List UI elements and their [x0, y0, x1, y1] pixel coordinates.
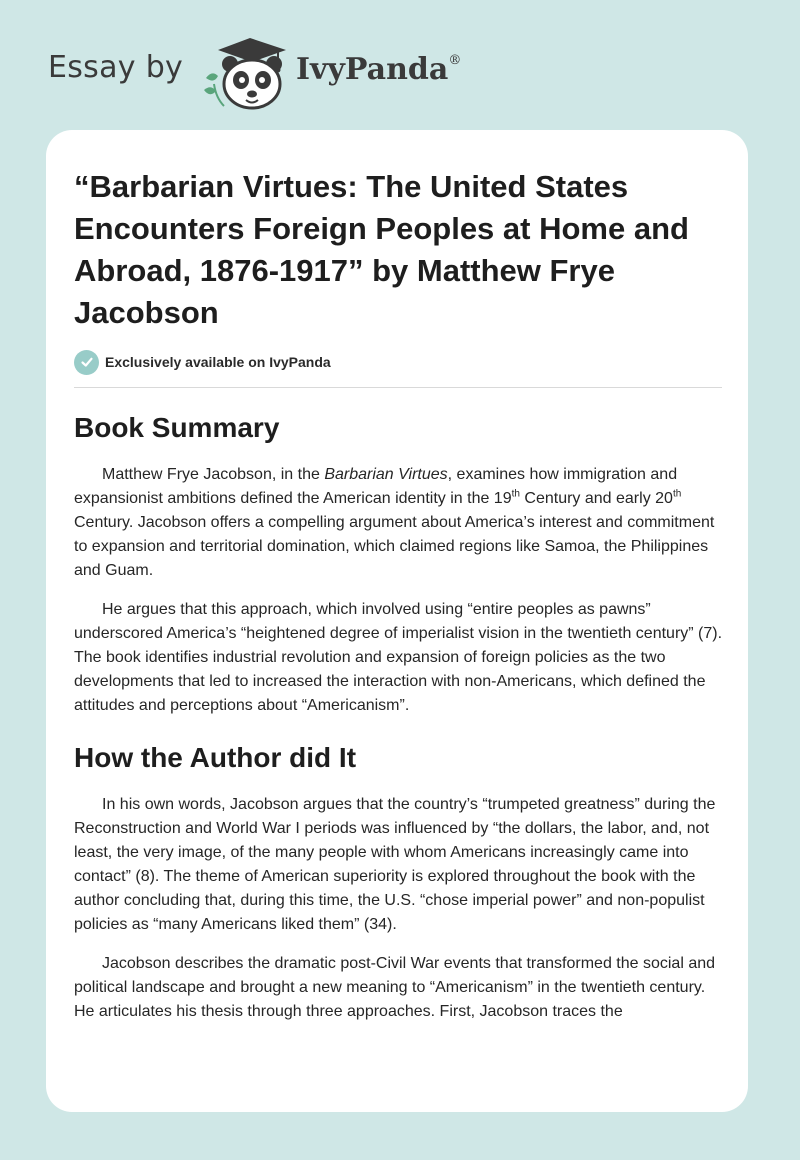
registered-mark: ® [448, 53, 462, 68]
section-heading-book-summary: Book Summary [74, 412, 280, 443]
article-body [74, 400, 724, 1039]
essay-by-label: Essay by [48, 50, 184, 85]
paragraph: In his own words, Jacobson argues that the country’s “trumpeted greatness” during the Reconstruction and World War I periods was influenced by “the dollars, the labor, and, not least, the very image, of the many people with whom Americans increasingly came into contact” (8). The theme of American superiority is explored throughout the book with the author concluding that, during this time, the U.S. “chose imperial power” and non-populist policies as “many Americans liked them” (34). [74, 796, 716, 933]
book-title-emphasis: Barbarian Virtues [324, 466, 448, 483]
paragraph: Jacobson describes the dramatic post-Civil War events that transformed the social and political landscape and brought a new meaning to “Americanism” in the twentieth century. He articulates his thesis through three approaches. First, Jacobson traces the [74, 955, 716, 1020]
exclusive-label: Exclusively available on IvyPanda [105, 354, 331, 370]
section-heading-how-author-did-it: How the Author did It [74, 742, 357, 773]
divider [74, 387, 722, 388]
paragraph: Matthew Frye Jacobson, in the Barbarian Virtues, examines how immigration and expansionist ambitions defined the American identity in the 19th Century and early 20th Century. Jacobson offers a compelling argument about America’s interest and commitment to expansion and territorial domination, which claimed regions like Samoa, the Philippines and Guam. [74, 466, 715, 579]
check-icon [74, 350, 99, 375]
article-card [46, 130, 748, 1112]
article-title: “Barbarian Virtues: The United States Encounters Foreign Peoples at Home and Abroad, 1876-1917” by Matthew Frye Jacobson [74, 169, 689, 330]
panda-logo-icon[interactable] [200, 34, 292, 110]
paragraph: He argues that this approach, which involved using “entire peoples as pawns” underscored America’s “heightened degree of imperialist vision in the twentieth century” (7). The book identifies industrial revolution and expansion of foreign policies as the two developments that led to increased the interaction with non-Americans, which defined the attitudes and perceptions about “Americanism”. [74, 601, 723, 714]
brand-name[interactable]: IvyPanda® [296, 52, 462, 87]
exclusive-badge [74, 349, 331, 375]
site-header [0, 0, 800, 130]
